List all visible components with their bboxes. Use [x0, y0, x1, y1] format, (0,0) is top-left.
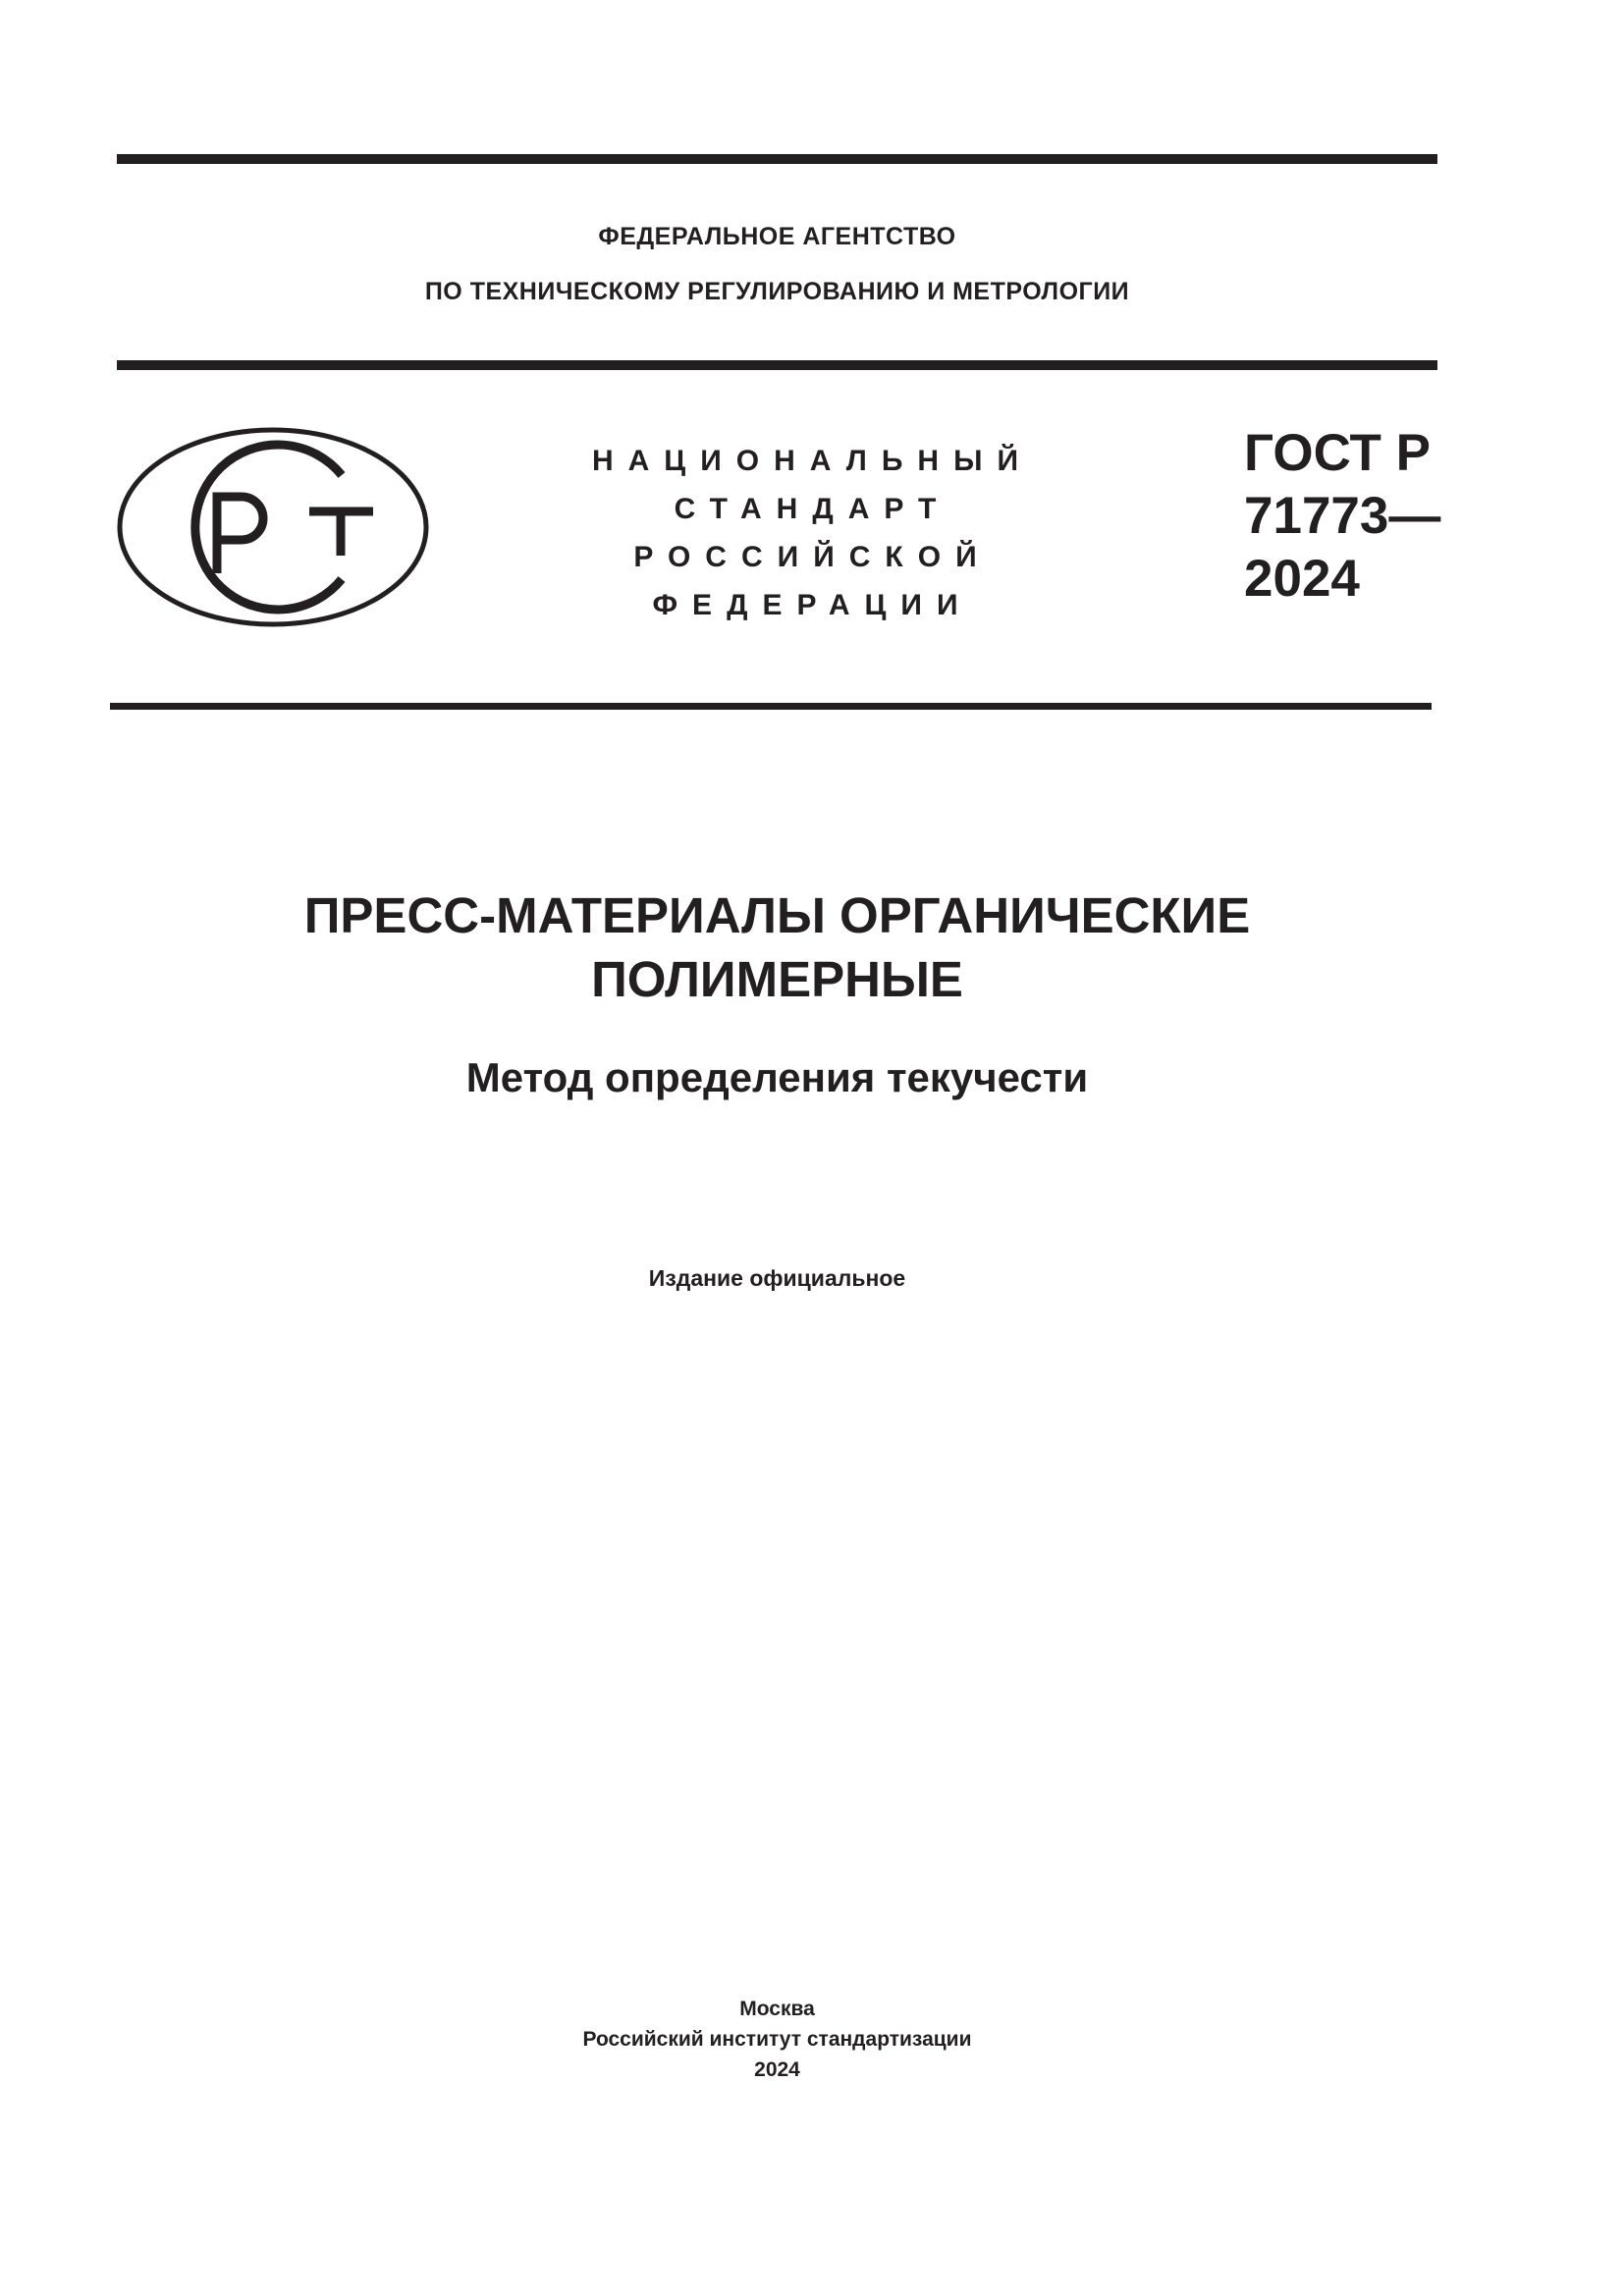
imprint-city: Москва — [739, 1998, 815, 2020]
national-standard-line-4: ФЕДЕРАЦИИ — [652, 589, 973, 621]
designation-line-3: 2024 — [1244, 550, 1360, 608]
header-rule — [117, 360, 1437, 370]
national-standard-line-3: РОССИЙСКОЙ — [633, 541, 992, 573]
agency-name-line-1: ФЕДЕРАЛЬНОЕ АГЕНТСТВО — [598, 223, 956, 250]
document-subtitle: Метод определения текучести — [465, 1054, 1089, 1100]
national-standard-label — [589, 437, 1036, 629]
national-standard-line-1: НАЦИОНАЛЬНЫЙ — [591, 445, 1034, 477]
header-bottom-rule — [110, 703, 1432, 710]
imprint-publisher: Российский институт стандартизации — [582, 2028, 972, 2051]
national-standard-line-2: СТАНДАРТ — [674, 493, 951, 525]
standard-designation — [1244, 422, 1440, 611]
imprint-year: 2024 — [754, 2058, 800, 2081]
edition-label: Издание официальное — [648, 1265, 906, 1291]
rst-certification-mark-icon — [116, 426, 430, 628]
imprint — [117, 1994, 1437, 2085]
designation-line-1: ГОСТ Р — [1244, 424, 1431, 482]
rst-logo — [116, 426, 430, 628]
document-title-line-2: ПОЛИМЕРНЫЕ — [591, 951, 963, 1007]
top-rule — [117, 154, 1437, 164]
designation-line-2: 71773— — [1244, 487, 1441, 545]
document-title-line-1: ПРЕСС-МАТЕРИАЛЫ ОРГАНИЧЕСКИЕ — [303, 887, 1251, 943]
agency-name-line-2: ПО ТЕХНИЧЕСКОМУ РЕГУЛИРОВАНИЮ И МЕТРОЛОГИИ — [424, 278, 1130, 305]
